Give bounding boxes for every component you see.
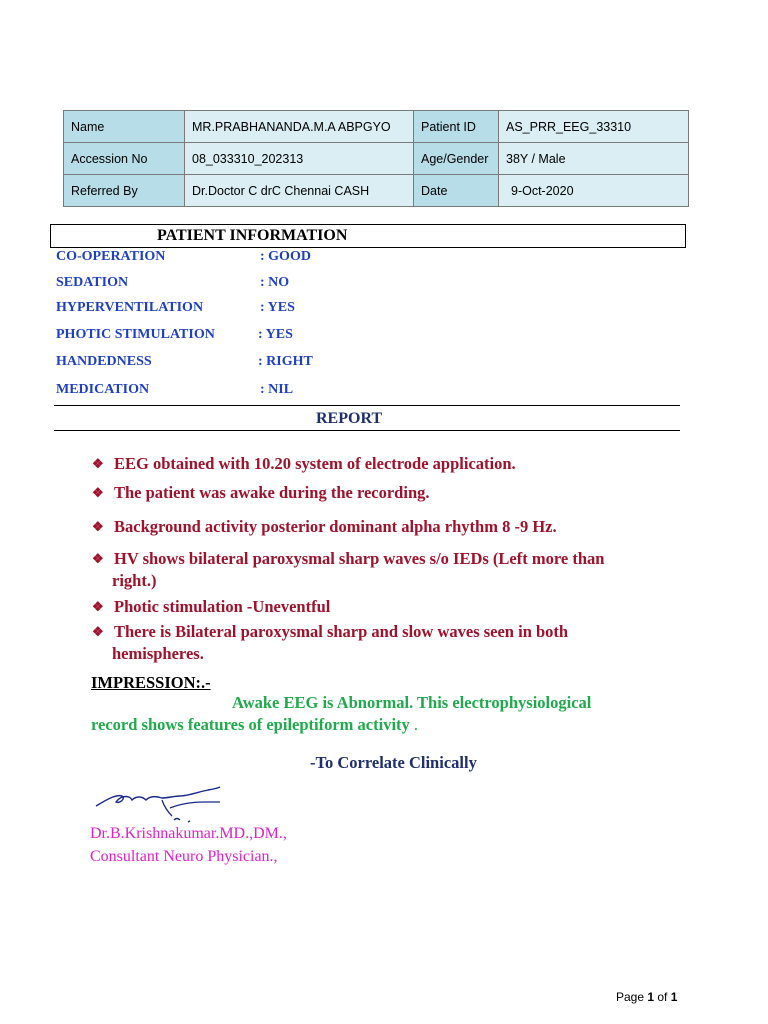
report-bullet [92, 482, 692, 504]
page-number [616, 990, 677, 1004]
page-current: 1 [647, 990, 655, 1004]
patient-info-box [50, 224, 686, 248]
referred-by-label: Referred By [64, 175, 185, 207]
report-bottom-rule [54, 430, 680, 431]
bullet-text-continued: hemispheres. [112, 644, 204, 663]
referred-by-value: Dr.Doctor C drC Chennai CASH [185, 175, 414, 207]
impression-line-1: Awake EEG is Abnormal. This electrophysiological [232, 693, 592, 712]
patient-id-label: Patient ID [414, 111, 499, 143]
page-of: of [654, 990, 671, 1004]
accession-label: Accession No [64, 143, 185, 175]
doctor-signature [92, 780, 232, 828]
diamond-bullet-icon: ❖ [92, 599, 104, 614]
correlate-clinically: -To Correlate Clinically [310, 753, 477, 772]
impression-line-2 [91, 714, 691, 736]
info-label-handedness: HANDEDNESS [56, 354, 152, 369]
report-title: REPORT [316, 410, 383, 427]
info-label-sedation: SEDATION [56, 275, 129, 290]
patient-header-table [63, 110, 689, 207]
info-label-hyperventilation: HYPERVENTILATION [56, 300, 204, 315]
doctor-name: Dr.B.Krishnakumar.MD.,DM., [90, 825, 287, 842]
impression-line-2-suffix: . [409, 715, 419, 734]
doctor-designation: Consultant Neuro Physician., [90, 848, 278, 865]
bullet-text: EEG obtained with 10.20 system of electrode application. [114, 454, 516, 473]
impression-text [91, 692, 691, 736]
age-gender-label: Age/Gender [414, 143, 499, 175]
impression-line-2-text: record shows features of epileptiform activity [91, 715, 410, 734]
page-prefix: Page [616, 990, 648, 1004]
patient-info-title: PATIENT INFORMATION [157, 227, 348, 244]
patient-id-value: AS_PRR_EEG_33310 [499, 111, 689, 143]
bullet-text: HV shows bilateral paroxysmal sharp waves s/o IEDs (Left more than [114, 549, 605, 568]
diamond-bullet-icon: ❖ [92, 485, 104, 500]
diamond-bullet-icon: ❖ [92, 519, 104, 534]
date-value: 9-Oct-2020 [499, 175, 689, 207]
report-top-rule [54, 405, 680, 406]
bullet-text: Photic stimulation -Uneventful [114, 597, 331, 616]
info-value-photic-stimulation: : YES [258, 327, 293, 342]
diamond-bullet-icon: ❖ [92, 551, 104, 566]
info-label-cooperation: CO-OPERATION [56, 249, 166, 264]
name-value: MR.PRABHANANDA.M.A ABPGYO [185, 111, 414, 143]
info-value-sedation: : NO [260, 275, 290, 290]
table-row [64, 175, 689, 207]
info-value-medication: : NIL [260, 382, 294, 397]
bullet-text: Background activity posterior dominant alpha rhythm 8 -9 Hz. [114, 517, 557, 536]
report-bullet [92, 516, 692, 538]
bullet-text: The patient was awake during the recording. [114, 483, 430, 502]
date-label: Date [414, 175, 499, 207]
bullet-text: There is Bilateral paroxysmal sharp and slow waves seen in both [114, 622, 569, 641]
page-total: 1 [670, 990, 678, 1004]
report-bullet [92, 548, 692, 592]
name-label: Name [64, 111, 185, 143]
info-label-medication: MEDICATION [56, 382, 150, 397]
table-row [64, 111, 689, 143]
info-label-photic-stimulation: PHOTIC STIMULATION [56, 327, 215, 342]
table-row [64, 143, 689, 175]
diamond-bullet-icon: ❖ [92, 456, 104, 471]
info-value-handedness: : RIGHT [258, 354, 313, 369]
age-gender-value: 38Y / Male [499, 143, 689, 175]
report-bullet [92, 453, 692, 475]
impression-label: IMPRESSION:.- [91, 673, 211, 692]
diamond-bullet-icon: ❖ [92, 624, 104, 639]
report-bullet [92, 596, 692, 618]
info-value-cooperation: : GOOD [260, 249, 311, 264]
accession-value: 08_033310_202313 [185, 143, 414, 175]
bullet-text-continued: right.) [112, 571, 157, 590]
info-value-hyperventilation: : YES [260, 300, 295, 315]
report-bullet [92, 621, 692, 665]
